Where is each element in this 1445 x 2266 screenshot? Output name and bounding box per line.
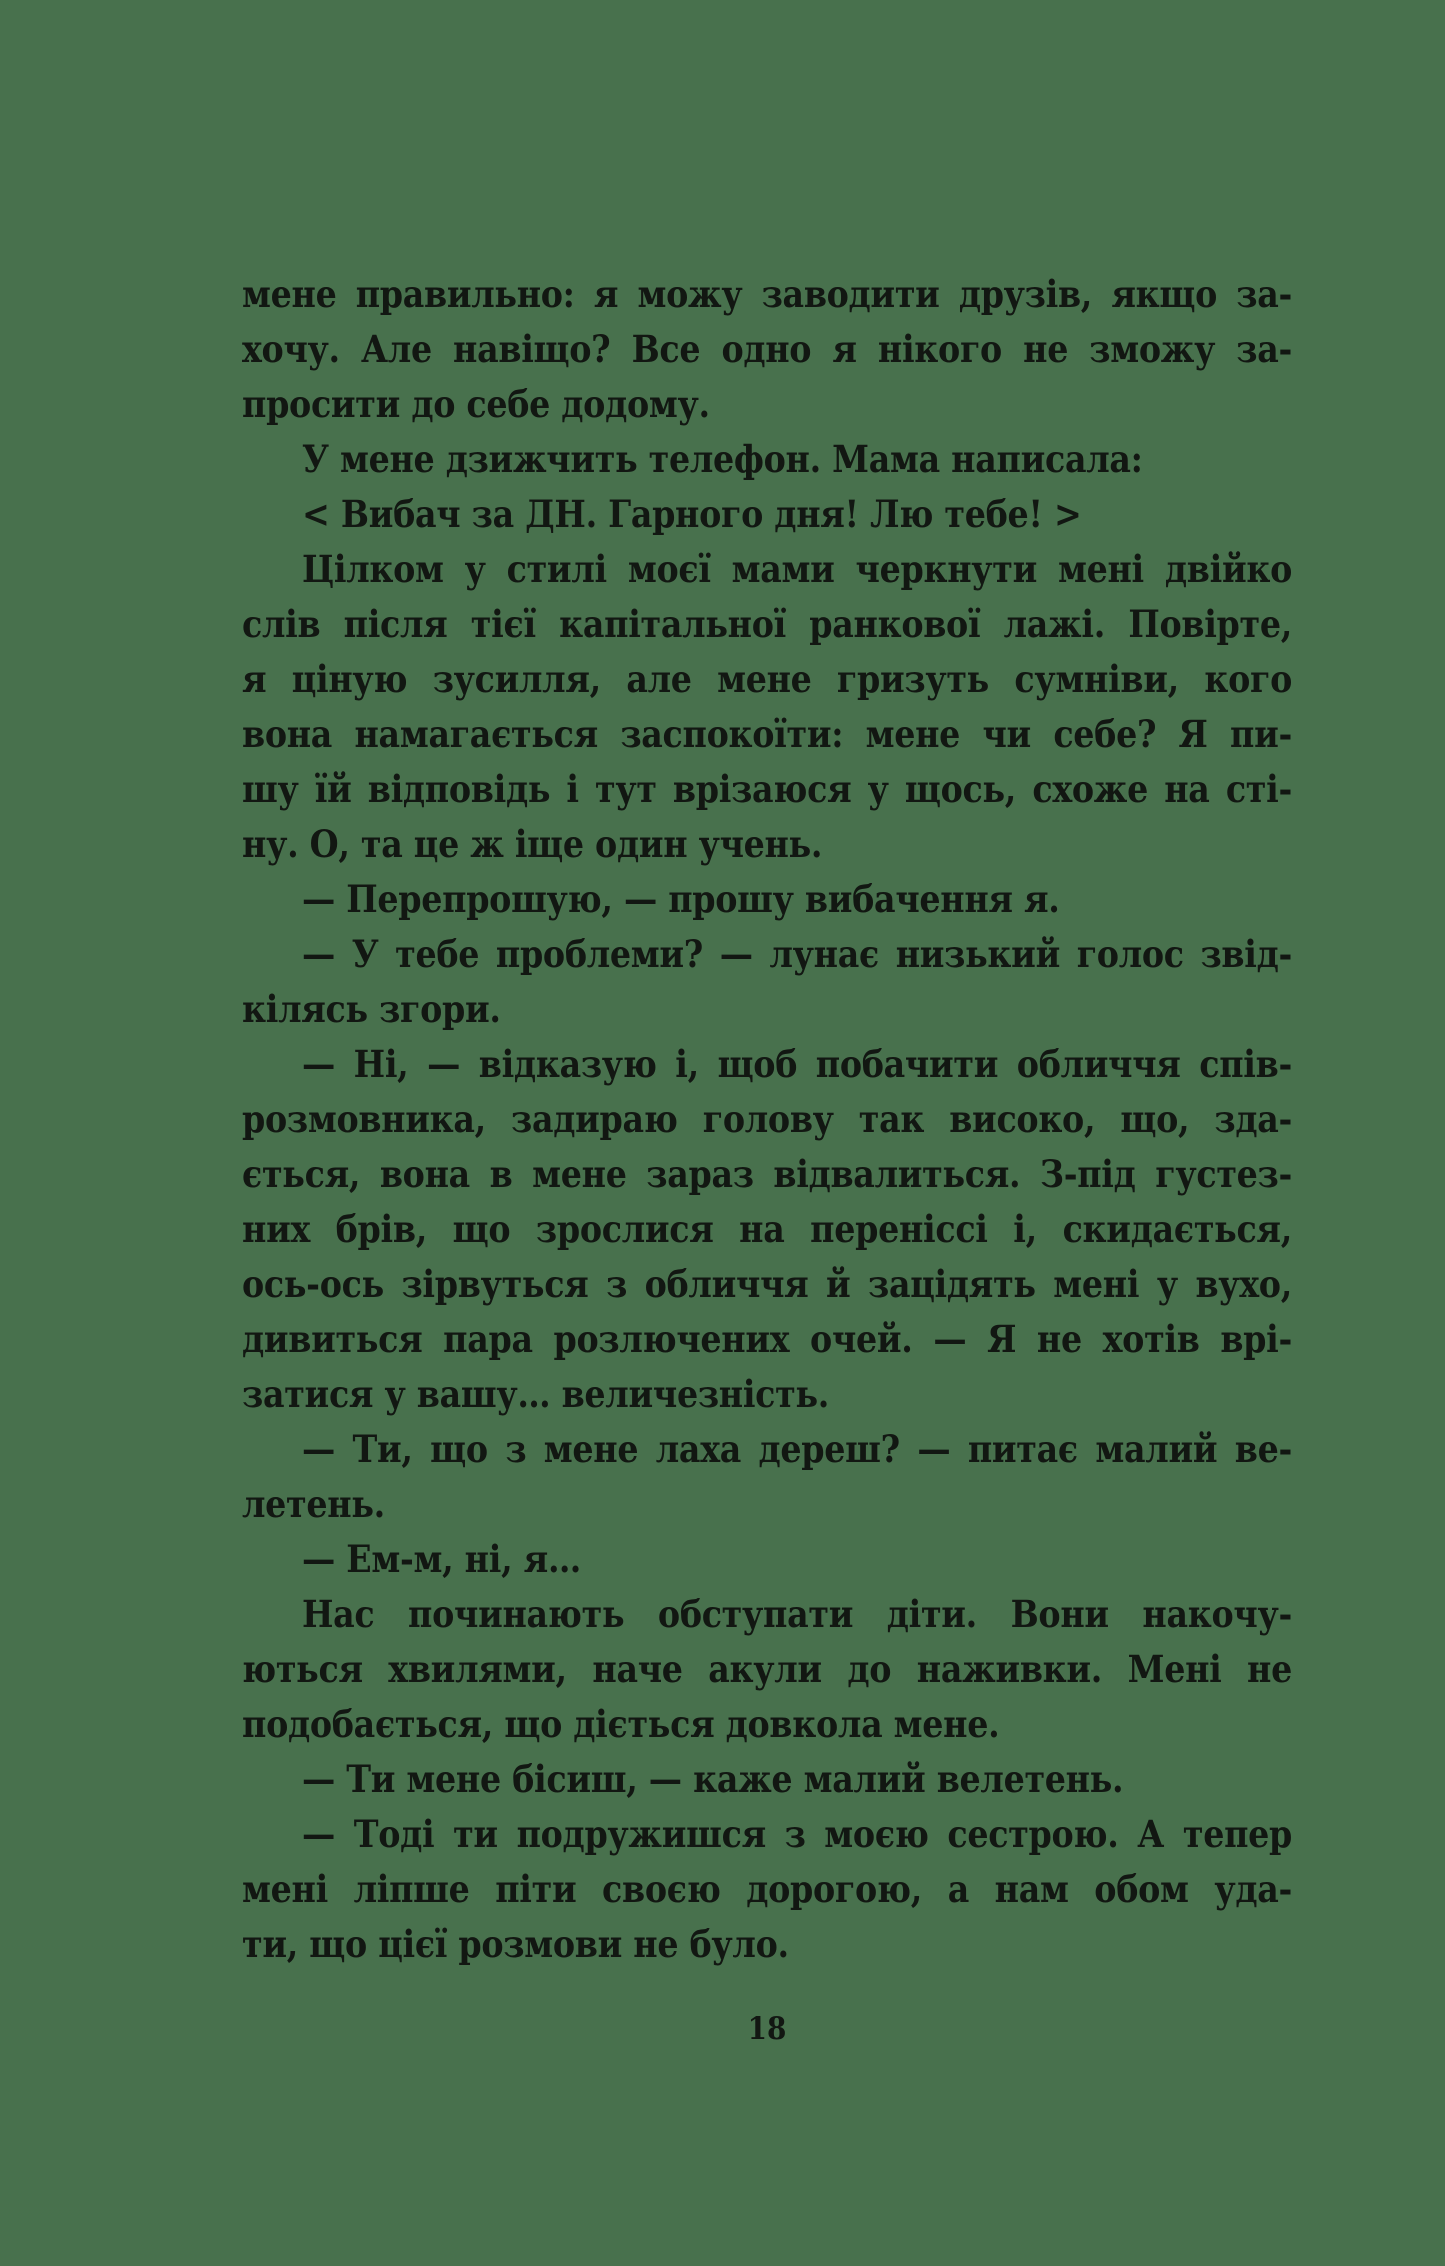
text-line: — Ти мене бісиш, — каже малий велетень. xyxy=(302,1757,1124,1801)
text-line: У мене дзижчить телефон. Мама написала: xyxy=(302,437,1143,481)
text-line: ось-ось зірвуться з обличчя й зацідять мені у вухо, xyxy=(242,1262,1292,1306)
text-line: просити до себе додому. xyxy=(242,382,710,426)
text-line: ються хвилями, наче акули до наживки. Мені не xyxy=(242,1647,1292,1691)
text-line: — У тебе проблеми? — лунає низький голос звід- xyxy=(302,932,1292,976)
text-line: Цілком у стилі моєї мами черкнути мені двійко xyxy=(302,547,1292,591)
text-line: — Ні, — відказую і, щоб побачити обличчя спів- xyxy=(302,1042,1292,1086)
text-line: вона намагається заспокоїти: мене чи себе? Я пи- xyxy=(242,712,1292,756)
text-line: хочу. Але навіщо? Все одно я нікого не зможу за- xyxy=(242,327,1292,371)
text-line: — Перепрошую, — прошу вибачення я. xyxy=(302,877,1060,921)
text-line: ється, вона в мене зараз відвалиться. З-під густез- xyxy=(242,1152,1292,1196)
text-block xyxy=(242,267,1292,1972)
text-line: ну. О, та це ж іще один учень. xyxy=(242,822,823,866)
text-line: шу їй відповідь і тут врізаюся у щось, схоже на сті- xyxy=(242,767,1292,811)
text-line: — Ти, що з мене лаха дереш? — питає малий ве- xyxy=(302,1427,1292,1471)
text-line: них брів, що зрослися на переніссі і, скидається, xyxy=(242,1207,1292,1251)
text-line: подобається, що діється довкола мене. xyxy=(242,1702,1000,1746)
text-line: затися у вашу… величезність. xyxy=(242,1372,830,1416)
page-number: 18 xyxy=(747,2011,787,2047)
text-line: кілясь згори. xyxy=(242,987,501,1031)
text-line: — Тоді ти подружишся з моєю сестрою. А тепер xyxy=(302,1812,1292,1856)
text-line: летень. xyxy=(242,1482,385,1526)
text-line: < Вибач за ДН. Гарного дня! Лю тебе! > xyxy=(302,492,1082,536)
text-line: я ціную зусилля, але мене гризуть сумніви, кого xyxy=(242,657,1292,701)
text-line: ти, що цієї розмови не було. xyxy=(242,1922,789,1966)
text-line: мене правильно: я можу заводити друзів, якщо за- xyxy=(242,272,1292,316)
text-line: — Ем-м, ні, я… xyxy=(302,1537,581,1581)
text-line: Нас починають обступати діти. Вони накочу- xyxy=(302,1592,1292,1636)
text-line: слів після тієї капітальної ранкової лажі. Повірте, xyxy=(242,602,1292,646)
text-line: мені ліпше піти своєю дорогою, а нам обом уда- xyxy=(242,1867,1292,1911)
text-line: розмовника, задираю голову так високо, що, зда- xyxy=(242,1097,1292,1141)
text-line: дивиться пара розлючених очей. — Я не хотів врі- xyxy=(242,1317,1292,1361)
